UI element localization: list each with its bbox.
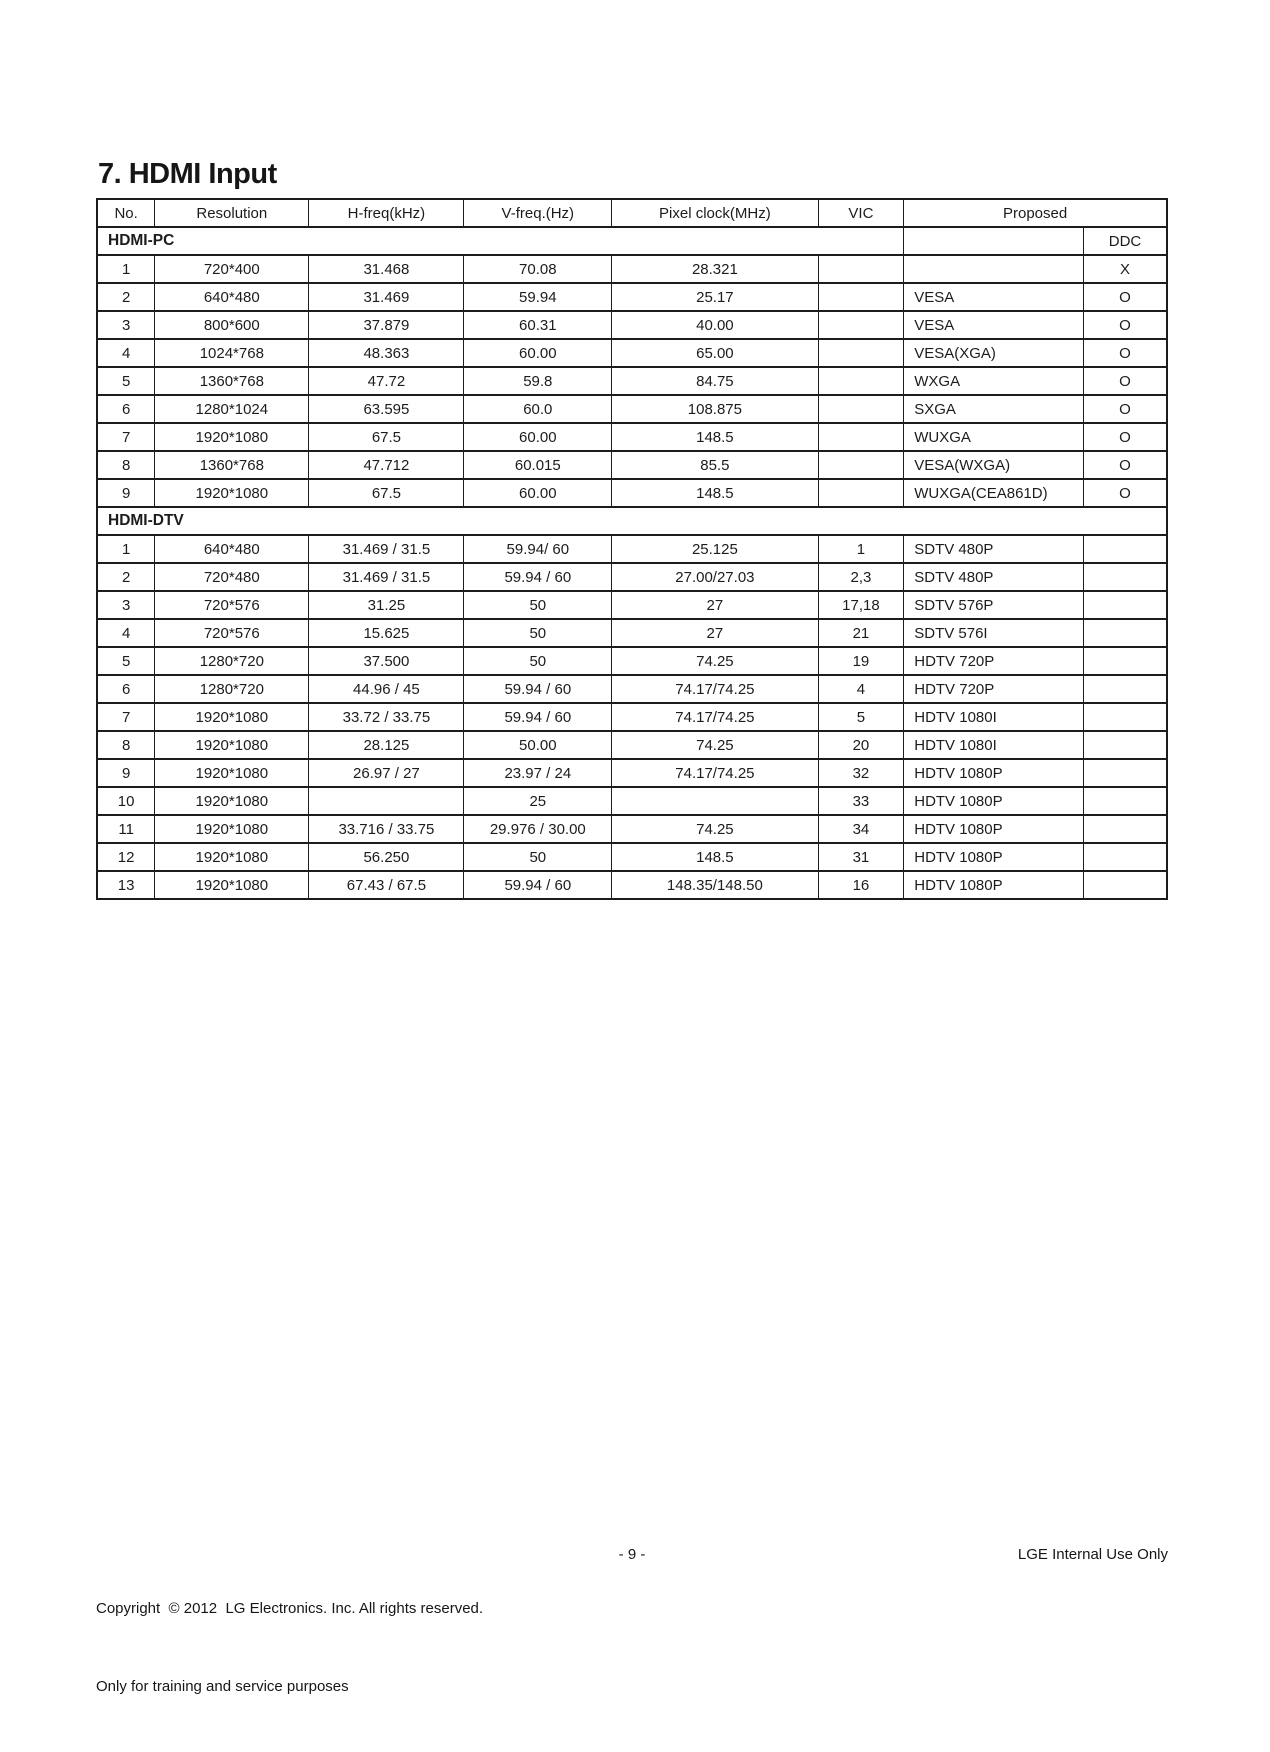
- cell: 26.97 / 27: [309, 759, 464, 787]
- cell: 108.875: [612, 395, 819, 423]
- table-row: [97, 871, 1167, 899]
- cell: 67.5: [309, 479, 464, 507]
- cell: 3: [97, 311, 155, 339]
- table-row: [97, 423, 1167, 451]
- cell: [818, 339, 904, 367]
- copyright-line-2: Only for training and service purposes: [96, 1678, 349, 1695]
- table-row: [97, 815, 1167, 843]
- cell: 63.595: [309, 395, 464, 423]
- cell: 1280*720: [155, 647, 309, 675]
- cell: 67.5: [309, 423, 464, 451]
- cell: 59.94: [464, 283, 612, 311]
- cell: 1920*1080: [155, 843, 309, 871]
- cell: 720*576: [155, 619, 309, 647]
- cell: 27.00/27.03: [612, 563, 819, 591]
- cell: 1024*768: [155, 339, 309, 367]
- column-header: No.: [97, 199, 155, 227]
- cell: 1: [818, 535, 904, 563]
- cell: 16: [818, 871, 904, 899]
- cell: 50: [464, 591, 612, 619]
- section-row: [97, 507, 1167, 535]
- cell: 59.94 / 60: [464, 675, 612, 703]
- cell: HDTV 1080P: [904, 871, 1084, 899]
- cell: [818, 451, 904, 479]
- cell: 47.712: [309, 451, 464, 479]
- timing-table: [96, 198, 1168, 900]
- cell: 70.08: [464, 255, 612, 283]
- cell: 31.469: [309, 283, 464, 311]
- cell: 148.5: [612, 423, 819, 451]
- cell: 27: [612, 619, 819, 647]
- cell: [309, 787, 464, 815]
- cell: 1920*1080: [155, 703, 309, 731]
- cell: [1083, 591, 1167, 619]
- cell: [1083, 675, 1167, 703]
- table-row: [97, 367, 1167, 395]
- cell: 6: [97, 395, 155, 423]
- table-row: [97, 843, 1167, 871]
- table-row: [97, 675, 1167, 703]
- cell: [1083, 563, 1167, 591]
- cell: 27: [612, 591, 819, 619]
- cell: 148.5: [612, 843, 819, 871]
- cell: WUXGA(CEA861D): [904, 479, 1084, 507]
- cell: O: [1083, 311, 1167, 339]
- cell: 1: [97, 535, 155, 563]
- cell: 59.94 / 60: [464, 703, 612, 731]
- cell: 74.17/74.25: [612, 675, 819, 703]
- section-label: HDMI-DTV: [97, 507, 1167, 535]
- table-row: [97, 255, 1167, 283]
- table-row: [97, 731, 1167, 759]
- cell: 56.250: [309, 843, 464, 871]
- table-row: [97, 451, 1167, 479]
- cell: 33.716 / 33.75: [309, 815, 464, 843]
- cell: 60.00: [464, 479, 612, 507]
- cell: VESA: [904, 311, 1084, 339]
- cell: X: [1083, 255, 1167, 283]
- cell: 6: [97, 675, 155, 703]
- cell: [904, 255, 1084, 283]
- cell: [1083, 647, 1167, 675]
- cell: VESA(XGA): [904, 339, 1084, 367]
- page-footer: [96, 1544, 1168, 1752]
- cell: 1920*1080: [155, 731, 309, 759]
- cell: 40.00: [612, 311, 819, 339]
- cell: 1280*720: [155, 675, 309, 703]
- cell: [1083, 535, 1167, 563]
- cell: 2,3: [818, 563, 904, 591]
- cell: 37.879: [309, 311, 464, 339]
- cell: 84.75: [612, 367, 819, 395]
- cell: SDTV 576P: [904, 591, 1084, 619]
- cell: 11: [97, 815, 155, 843]
- cell: 15.625: [309, 619, 464, 647]
- table-row: [97, 479, 1167, 507]
- copyright-block: [96, 1544, 1168, 1752]
- cell: 74.25: [612, 731, 819, 759]
- cell: 28.125: [309, 731, 464, 759]
- cell: 31.469 / 31.5: [309, 535, 464, 563]
- cell: 8: [97, 731, 155, 759]
- cell: HDTV 1080P: [904, 815, 1084, 843]
- cell: 9: [97, 479, 155, 507]
- page-number: - 9 -: [618, 1546, 646, 1563]
- header-row: [97, 199, 1167, 227]
- cell: [818, 395, 904, 423]
- cell: HDTV 1080I: [904, 731, 1084, 759]
- cell: 59.94 / 60: [464, 871, 612, 899]
- cell: HDTV 1080I: [904, 703, 1084, 731]
- cell: 1920*1080: [155, 479, 309, 507]
- cell: 5: [97, 647, 155, 675]
- cell: 50: [464, 843, 612, 871]
- section-row: [97, 227, 1167, 255]
- cell: O: [1083, 479, 1167, 507]
- cell: O: [1083, 451, 1167, 479]
- cell: 2: [97, 563, 155, 591]
- cell: 20: [818, 731, 904, 759]
- cell: 47.72: [309, 367, 464, 395]
- cell: 29.976 / 30.00: [464, 815, 612, 843]
- cell: 67.43 / 67.5: [309, 871, 464, 899]
- cell: 5: [818, 703, 904, 731]
- cell: [818, 423, 904, 451]
- cell: 85.5: [612, 451, 819, 479]
- ddc-subheader: DDC: [1083, 227, 1167, 255]
- cell: 59.94 / 60: [464, 563, 612, 591]
- table-row: [97, 311, 1167, 339]
- cell: 74.17/74.25: [612, 759, 819, 787]
- cell: [818, 311, 904, 339]
- cell: HDTV 1080P: [904, 843, 1084, 871]
- cell: 800*600: [155, 311, 309, 339]
- cell: O: [1083, 283, 1167, 311]
- cell: 44.96 / 45: [309, 675, 464, 703]
- cell: 10: [97, 787, 155, 815]
- cell: 7: [97, 703, 155, 731]
- table-row: [97, 535, 1167, 563]
- cell: VESA: [904, 283, 1084, 311]
- cell: 148.35/148.50: [612, 871, 819, 899]
- table-row: [97, 339, 1167, 367]
- cell: HDTV 720P: [904, 675, 1084, 703]
- column-header: V-freq.(Hz): [464, 199, 612, 227]
- cell: 60.00: [464, 339, 612, 367]
- cell: 48.363: [309, 339, 464, 367]
- cell: O: [1083, 423, 1167, 451]
- cell: 1920*1080: [155, 787, 309, 815]
- copyright-line-1: Copyright © 2012 LG Electronics. Inc. All rights reserved.: [96, 1600, 484, 1617]
- column-header: Proposed: [904, 199, 1167, 227]
- cell: HDTV 720P: [904, 647, 1084, 675]
- internal-use-note: LGE Internal Use Only: [1017, 1546, 1168, 1563]
- cell: 25: [464, 787, 612, 815]
- cell: 25.125: [612, 535, 819, 563]
- cell: 17,18: [818, 591, 904, 619]
- cell: [1083, 731, 1167, 759]
- cell: 37.500: [309, 647, 464, 675]
- cell: 7: [97, 423, 155, 451]
- cell: [818, 255, 904, 283]
- cell: 31.468: [309, 255, 464, 283]
- cell: 12: [97, 843, 155, 871]
- section-empty-cell: [904, 227, 1084, 255]
- document-page: [96, 0, 1168, 1695]
- cell: 640*480: [155, 535, 309, 563]
- cell: HDTV 1080P: [904, 759, 1084, 787]
- cell: 65.00: [612, 339, 819, 367]
- table-row: [97, 787, 1167, 815]
- table-body: [97, 227, 1167, 899]
- cell: 2: [97, 283, 155, 311]
- cell: 19: [818, 647, 904, 675]
- cell: [818, 283, 904, 311]
- cell: 74.17/74.25: [612, 703, 819, 731]
- cell: WUXGA: [904, 423, 1084, 451]
- cell: HDTV 1080P: [904, 787, 1084, 815]
- cell: O: [1083, 395, 1167, 423]
- cell: 50: [464, 647, 612, 675]
- table-row: [97, 591, 1167, 619]
- cell: 32: [818, 759, 904, 787]
- cell: 34: [818, 815, 904, 843]
- column-header: Resolution: [155, 199, 309, 227]
- cell: 148.5: [612, 479, 819, 507]
- cell: 1360*768: [155, 367, 309, 395]
- cell: 8: [97, 451, 155, 479]
- cell: 59.94/ 60: [464, 535, 612, 563]
- cell: 59.8: [464, 367, 612, 395]
- cell: 1920*1080: [155, 759, 309, 787]
- column-header: H-freq(kHz): [309, 199, 464, 227]
- cell: 1920*1080: [155, 871, 309, 899]
- cell: 9: [97, 759, 155, 787]
- table-row: [97, 283, 1167, 311]
- cell: 1920*1080: [155, 815, 309, 843]
- cell: 50: [464, 619, 612, 647]
- cell: 33.72 / 33.75: [309, 703, 464, 731]
- column-header: VIC: [818, 199, 904, 227]
- cell: O: [1083, 339, 1167, 367]
- cell: 60.31: [464, 311, 612, 339]
- table-row: [97, 395, 1167, 423]
- table-row: [97, 619, 1167, 647]
- cell: 4: [97, 339, 155, 367]
- cell: 31: [818, 843, 904, 871]
- cell: SDTV 480P: [904, 535, 1084, 563]
- cell: 31.25: [309, 591, 464, 619]
- cell: 21: [818, 619, 904, 647]
- cell: 3: [97, 591, 155, 619]
- cell: 4: [97, 619, 155, 647]
- cell: 1920*1080: [155, 423, 309, 451]
- cell: 720*480: [155, 563, 309, 591]
- cell: [1083, 871, 1167, 899]
- cell: 1360*768: [155, 451, 309, 479]
- section-label: HDMI-PC: [97, 227, 904, 255]
- cell: 74.25: [612, 815, 819, 843]
- cell: SDTV 576I: [904, 619, 1084, 647]
- cell: 60.015: [464, 451, 612, 479]
- table-row: [97, 759, 1167, 787]
- cell: 720*576: [155, 591, 309, 619]
- cell: SDTV 480P: [904, 563, 1084, 591]
- table-row: [97, 703, 1167, 731]
- cell: [612, 787, 819, 815]
- cell: [1083, 843, 1167, 871]
- cell: 60.0: [464, 395, 612, 423]
- cell: 1: [97, 255, 155, 283]
- cell: 74.25: [612, 647, 819, 675]
- cell: 60.00: [464, 423, 612, 451]
- cell: WXGA: [904, 367, 1084, 395]
- column-header: Pixel clock(MHz): [612, 199, 819, 227]
- table-header: [97, 199, 1167, 227]
- cell: 5: [97, 367, 155, 395]
- page-title: 7. HDMI Input: [98, 158, 277, 190]
- cell: [1083, 787, 1167, 815]
- cell: [1083, 703, 1167, 731]
- cell: 1280*1024: [155, 395, 309, 423]
- cell: [1083, 619, 1167, 647]
- cell: [818, 479, 904, 507]
- cell: 4: [818, 675, 904, 703]
- cell: 28.321: [612, 255, 819, 283]
- cell: 640*480: [155, 283, 309, 311]
- cell: 31.469 / 31.5: [309, 563, 464, 591]
- cell: SXGA: [904, 395, 1084, 423]
- cell: 23.97 / 24: [464, 759, 612, 787]
- cell: VESA(WXGA): [904, 451, 1084, 479]
- cell: [1083, 815, 1167, 843]
- table-row: [97, 563, 1167, 591]
- table-row: [97, 647, 1167, 675]
- cell: 25.17: [612, 283, 819, 311]
- cell: O: [1083, 367, 1167, 395]
- cell: 50.00: [464, 731, 612, 759]
- cell: 33: [818, 787, 904, 815]
- cell: 13: [97, 871, 155, 899]
- cell: 720*400: [155, 255, 309, 283]
- cell: [818, 367, 904, 395]
- cell: [1083, 759, 1167, 787]
